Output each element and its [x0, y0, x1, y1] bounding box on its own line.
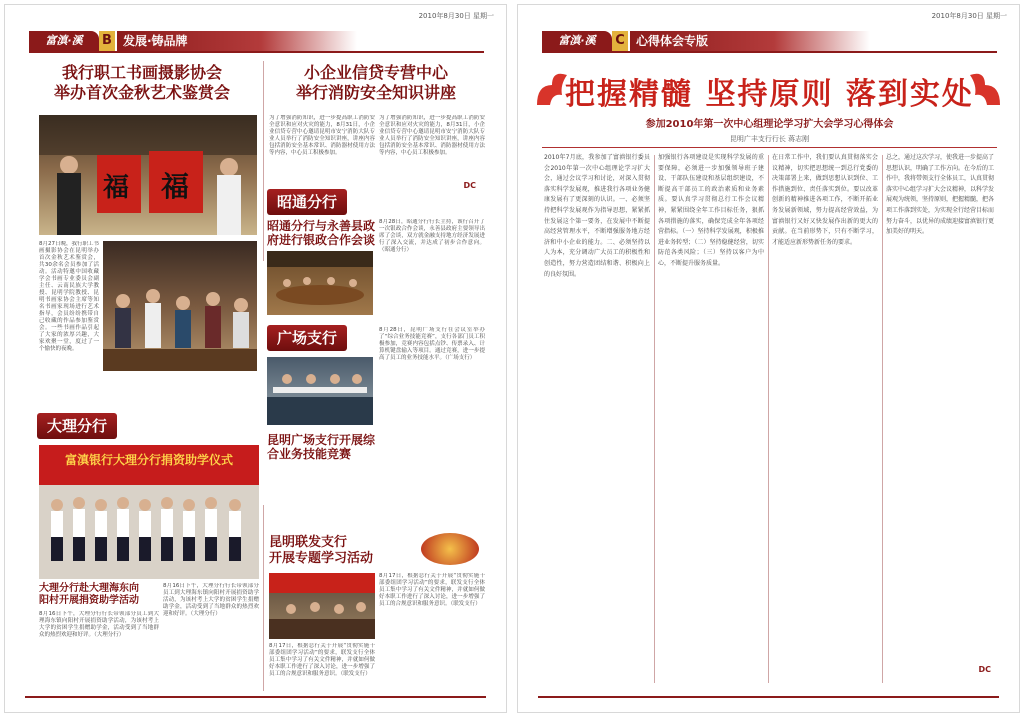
- left-section-letter: B: [99, 31, 115, 51]
- art2-title-line1: 小企业信贷专营中心: [303, 63, 448, 82]
- zhaotong-body: 8月28日，昭通分行行长主持，该行召开了一次银政合作会谈，永善县政府主要领导出席了会谈，双方就金融支持地方经济发展进行了深入交流，并达成了初步合作意向。（昭通分行）: [379, 219, 485, 253]
- lianfa-headline-line1: 昆明联发支行: [269, 535, 348, 550]
- dali-banner-text: 富滇银行大理分行捐资助学仪式: [64, 453, 233, 467]
- right-byline: 昆明广丰支行行长 蒋志刚: [729, 135, 810, 143]
- right-divider-1: [654, 155, 655, 683]
- lianfa-body: 8月17日，根据总行关于开展“贯彻实施十部委组团学习活动”的要求，联发支行全体员工集中学习了有关文件精神，并就如何做好本职工作进行了深入讨论，进一步增强了员工的合规意识和服务意识。（联发支行）: [379, 573, 485, 607]
- right-date: 2010年8月30日 星期一: [931, 12, 1007, 20]
- meeting-photo-illustration: [267, 251, 373, 315]
- right-divider-3: [882, 155, 883, 683]
- dali-headline-line1: 大理分行赴大理海东向: [39, 583, 139, 594]
- right-col3: 在日常工作中，我们要认真贯彻落实会议精神，切实把思想统一到总行党委的决策部署上来，做到思想认识到位、工作措施到位、责任落实到位。要以改革创新的精神推进各项工作，不断开拓业务发展新领域，努力提高经营效益，为富滇银行又好又快发展作出新的更大的贡献。在当前形势下，只有不断学习，才能适应新形势新任务的要求。: [772, 154, 878, 246]
- dali-tag: 大理分行: [37, 413, 117, 439]
- zhaotong-photo: [267, 251, 373, 315]
- dali-photo: [39, 445, 259, 579]
- lianfa-photo: [269, 573, 375, 639]
- art2-title-line2: 举行消防安全知识讲座: [295, 83, 456, 102]
- dali-group-illustration: [39, 445, 259, 579]
- right-subtitle: 参加2010年第一次中心组理论学习扩大会学习心得体会: [645, 119, 894, 130]
- gathering-photo-illustration: [103, 241, 257, 371]
- dali-headline-line2: 阳村开展捐资助学活动: [39, 595, 139, 606]
- fu-character: 福: [103, 173, 130, 203]
- end-mark: DC: [463, 181, 476, 190]
- right-headline: 把握精髓 坚持原则 落到实处: [565, 77, 974, 112]
- right-end-mark: DC: [978, 665, 991, 674]
- right-brand-logo: 富滇·溪: [542, 31, 612, 51]
- left-date: 2010年8月30日 星期一: [418, 12, 494, 20]
- left-section-title: 发展·铸品牌: [117, 31, 357, 51]
- study-photo-illustration: [269, 573, 375, 639]
- right-section-title: 心得体会专版: [630, 31, 870, 51]
- right-section-header: [542, 31, 997, 53]
- guangchang-photo: [267, 357, 373, 425]
- decorative-badge: [421, 533, 479, 565]
- art1-photo-2: [103, 241, 257, 371]
- left-section-header: [29, 31, 484, 53]
- art1-body: 8月27日晚，我行职工书画摄影协会在昆明举办首次金秋艺术鉴赏会，共30余名会员参加了活动。活动特邀中国收藏学会书画专业委员会副主任、云南民族大学教授、昆明学院教授、昆明书画家协会主席等知名书画家现场进行艺术指导，会员纷纷携带自己收藏的作品参加鉴赏会。一些书画作品引起了大家的浓厚兴趣，大家欢聚一堂，度过了一个愉快的夜晚。: [39, 241, 99, 352]
- guangchang-body: 8月28日，昆明广场支行在会议室举办了“综合业务技能竞赛”，支行各部门员工积极参加，竞赛内容包括点钞、传票录入、计算机键盘输入等项目。通过竞赛，进一步提高了员工的业务技能水平。（广场支行）: [379, 327, 485, 361]
- right-section-letter: C: [612, 31, 628, 51]
- right-col1: 2010年7月底，我参加了富滇银行委员会2010年第一次中心组理论学习扩大会，通过会议学习和讨论，对深入贯彻落实科学发展观，推进我行各项业务健康发展有了更深刻的认识。一、必须坚持把科学发展观作为指导思想，紧紧抓住发展这个第一要务，在发展中不断提高经营管理水平，不断增强服务地方经济和中小企业的能力。二、必须坚持以人为本，充分调动广大员工的积极性和创造性，努力营造团结和谐、积极向上的良好氛围。: [544, 154, 650, 278]
- right-bottom-rule: [538, 696, 999, 698]
- fu-character-2: 福: [161, 170, 190, 203]
- art1-title: [33, 63, 251, 103]
- guangchang-headline: 昆明广场支行开展综合业务技能竞赛: [267, 433, 376, 461]
- zhaotong-tag: 昭通分行: [267, 189, 347, 215]
- zhaotong-headline: 昭通分行与永善县政府进行银政合作会谈: [267, 219, 376, 247]
- column-divider: [263, 61, 264, 261]
- lianfa-headline: [269, 535, 409, 567]
- calligraphy-photo-illustration: [39, 115, 257, 235]
- right-divider-2: [768, 155, 769, 683]
- dali-headline: [39, 583, 159, 607]
- art1-title-line1: 我行职工书画摄影协会: [61, 63, 222, 82]
- art2-body: 为了增强消防知识，进一步提高职工消防安全意识和应对火灾的能力，8月31日，小企业信贷专营中心邀请昆明市安宁消防大队专业人员举行了消防安全知识讲座，讲座内容包括消防安全基本常识、消防器材使用方法等内容，中心员工积极参加。: [269, 115, 375, 156]
- right-page: [517, 4, 1020, 713]
- right-col2: 加强银行各项建设是实现科学发展的重要保障，必须进一步加强领导班子建设、干部队伍建设和基层组织建设，不断提高干部员工的政治素质和业务素质。要认真学习贯彻总行工作会议精神，紧紧围绕全年工作目标任务，狠抓各项措施的落实，确保完成全年各项经营指标。（一）坚持科学发展观，积极推进业务转型；（二）坚持稳健经营，切实防范各类风险；（三）坚持以客户为中心，不断提升服务质量。: [658, 154, 764, 267]
- right-col4: 总之，通过这次学习，使我进一步提高了思想认识，明确了工作方向。在今后的工作中，我将带领支行全体员工，认真贯彻落实中心组学习扩大会议精神，以科学发展观为统领，坚持原则，把握精髓，把各项工作落到实处，为实现全行经营目标而努力奋斗，以优异的成绩迎接富滇银行更加美好的明天。: [886, 154, 994, 236]
- lianfa-body-cont: 8月17日，根据总行关于开展“贯彻实施十部委组团学习活动”的要求，联发支行全体员工集中学习了有关文件精神，并就如何做好本职工作进行了深入讨论，进一步增强了员工的合规意识和服务意识。（联发支行）: [269, 643, 375, 677]
- left-page: [4, 4, 507, 713]
- dali-body-cont: 8月16日下午，大理分行行长带领部分员工到大理海东镇向阳村开展捐资助学活动，为该村考上大学的贫困学生捐赠助学金，活动受到了当地群众的热烈欢迎和好评。（大理分行）: [163, 583, 259, 617]
- dali-body: 8月16日下午，大理分行行长带领部分员工到大理海东镇向阳村开展捐资助学活动，为该村考上大学的贫困学生捐赠助学金，活动受到了当地群众的热烈欢迎和好评。（大理分行）: [39, 611, 159, 638]
- column-divider-2: [263, 505, 264, 691]
- art1-title-line2: 举办首次金秋艺术鉴赏会: [53, 83, 230, 102]
- art2-title: [267, 63, 485, 103]
- headline-rule: [542, 147, 997, 148]
- art1-photo: [39, 115, 257, 235]
- left-bottom-rule: [25, 696, 486, 698]
- guangchang-tag: 广场支行: [267, 325, 347, 351]
- competition-photo-illustration: [267, 357, 373, 425]
- art2-body-cont: 为了增强消防知识，进一步提高职工消防安全意识和应对火灾的能力，8月31日，小企业信贷专营中心邀请昆明市安宁消防大队专业人员举行了消防安全知识讲座，讲座内容包括消防安全基本常识、消防器材使用方法等内容，中心员工积极参加。: [379, 115, 485, 156]
- left-brand-logo: 富滇·溪: [29, 31, 99, 51]
- lianfa-headline-line2: 开展专题学习活动: [269, 551, 374, 566]
